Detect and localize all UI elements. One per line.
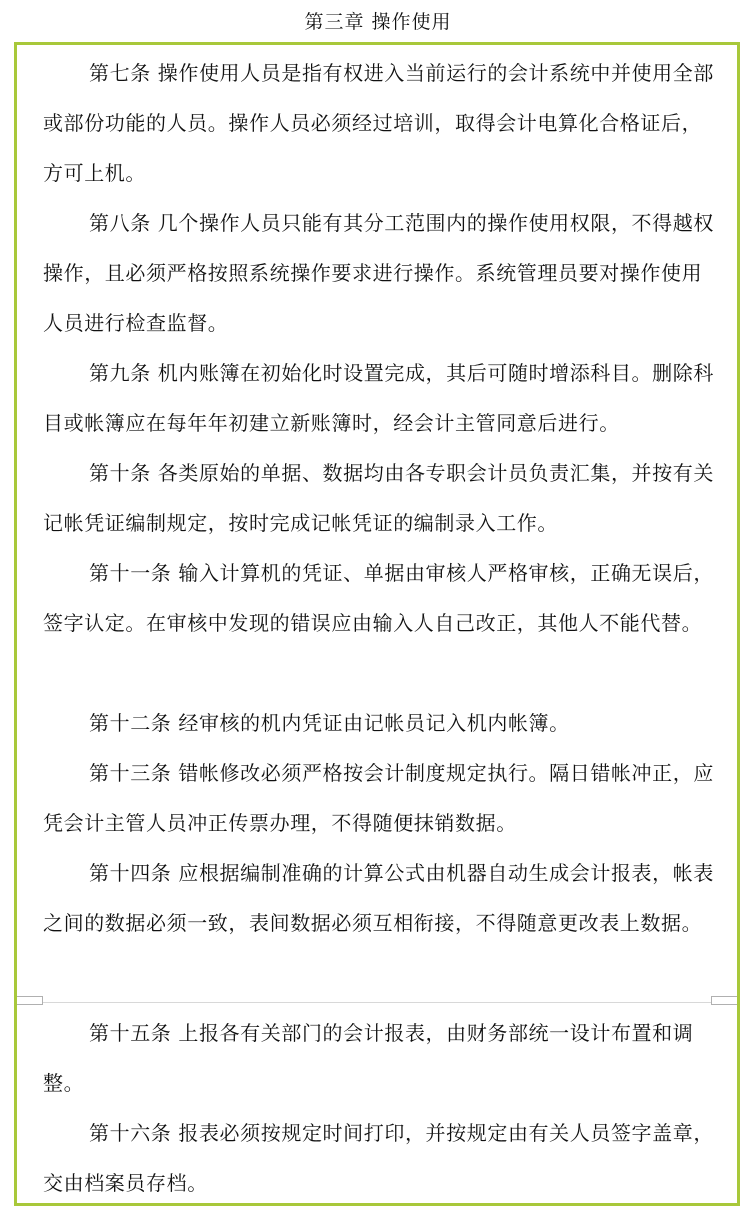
article-8: 第八条 几个操作人员只能有其分工范围内的操作使用权限，不得越权操作，且必须严格按照系统操作要求进行操作。系统管理员要对操作使用人员进行检查监督。	[43, 211, 714, 335]
article-13: 第十三条 错帐修改必须严格按会计制度规定执行。隔日错帐冲正，应凭会计主管人员冲正传票办理，不得随便抹销数据。	[43, 761, 714, 835]
article-11: 第十一条 输入计算机的凭证、单据由审核人严格审核，正确无误后，签字认定。在审核中发现的错误应由输入人自己改正，其他人不能代替。	[43, 561, 714, 635]
article-15: 第十五条 上报各有关部门的会计报表，由财务部统一设计布置和调整。	[43, 1021, 694, 1095]
page-break-marker-left	[14, 996, 43, 1005]
article-9: 第九条 机内账簿在初始化时设置完成，其后可随时增添科目。删除科目或帐簿应在每年年初建立新账簿时，经会计主管同意后进行。	[43, 361, 714, 435]
page-break-marker-right	[711, 996, 740, 1005]
article-16: 第十六条 报表必须按规定时间打印，并按规定由有关人员签字盖章，交由档案员存档。	[43, 1121, 714, 1195]
article-10: 第十条 各类原始的单据、数据均由各专职会计员负责汇集，并按有关记帐凭证编制规定，按时完成记帐凭证的编制录入工作。	[43, 461, 714, 535]
page-break-line	[17, 1002, 737, 1003]
document-frame	[14, 42, 740, 1206]
article-14: 第十四条 应根据编制准确的计算公式由机器自动生成会计报表，帐表之间的数据必须一致，表间数据必须互相衔接，不得随意更改表上数据。	[43, 861, 714, 935]
chapter-title: 第三章 操作使用	[304, 11, 452, 33]
article-7: 第七条 操作使用人员是指有权进入当前运行的会计系统中并使用全部或部份功能的人员。操作人员必须经过培训，取得会计电算化合格证后，方可上机。	[43, 61, 714, 185]
article-12: 第十二条 经审核的机内凭证由记帐员记入机内帐簿。	[89, 711, 570, 735]
